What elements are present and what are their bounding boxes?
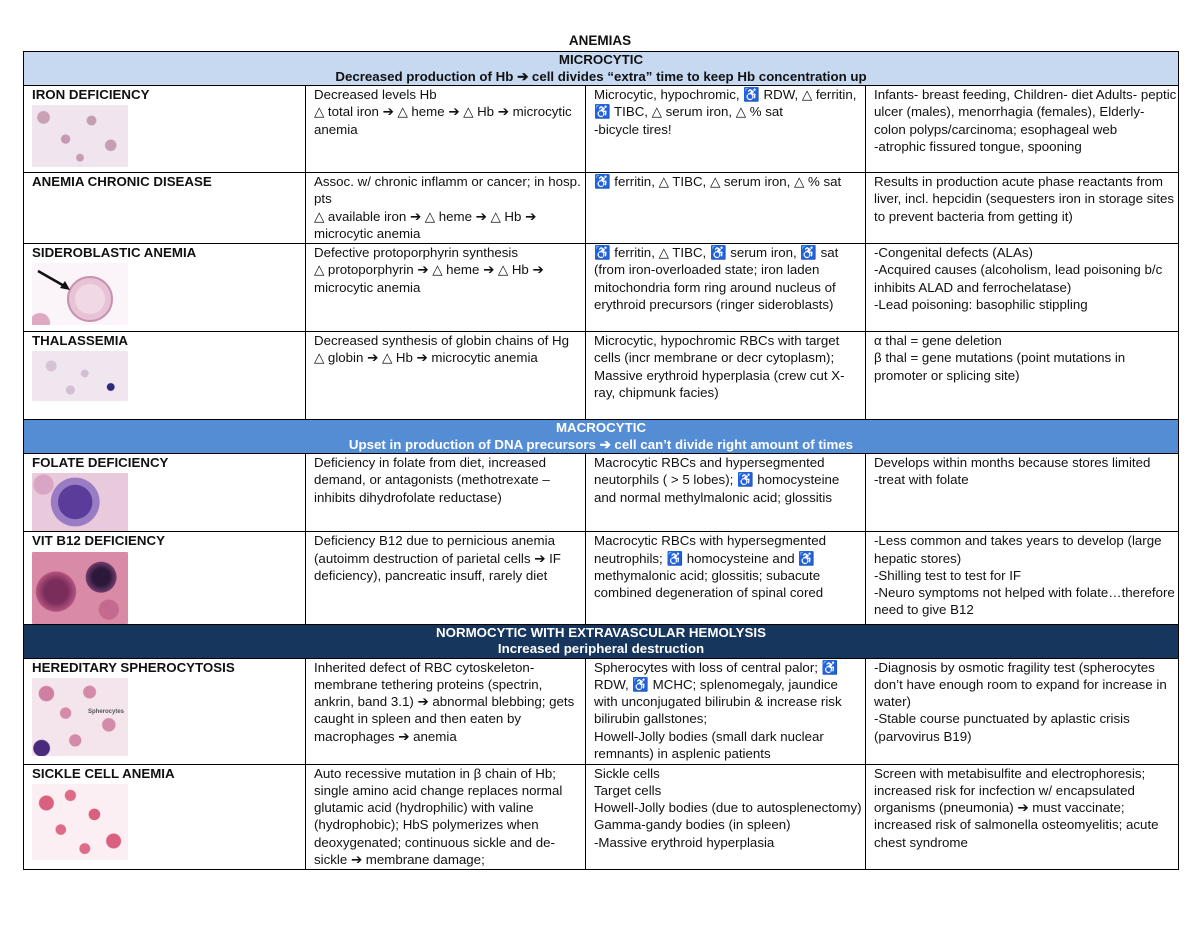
cell-text: △ protoporphyrin ➔ △ heme ➔ △ Hb ➔ microcytic anemia — [314, 262, 544, 295]
document-title: ANEMIAS — [568, 33, 632, 48]
row-name: ANEMIA CHRONIC DISEASE — [32, 174, 212, 189]
cell-text: -Stable course punctuated by aplastic crisis (parvovirus B19) — [874, 711, 1130, 744]
blood-smear-image — [32, 552, 128, 624]
table-row — [24, 764, 1179, 869]
cell-text: Gamma-gandy bodies (in spleen) — [594, 817, 791, 833]
cell-text: -Lead poisoning: basophilic stippling — [874, 296, 1088, 312]
cell-text: Howell-Jolly bodies (due to autosplenectomy) — [594, 800, 862, 816]
cell-text: Auto recessive mutation in β chain of Hb; single amino acid change replaces normal glutamic acid (hydrophilic) with valine (hydrophobic); HbS polymerizes when deoxygenated; continuous sickle and de-sickle ➔ membrane damage; — [314, 765, 563, 868]
cell-text: -Acquired causes (alcoholism, lead poisoning b/c inhibits ALAD and ferrochelatase) — [874, 262, 1163, 295]
cell-text: Screen with metabisulfite and electrophoresis; increased risk for incfection w/ encapsulated organisms (pneumonia) ➔ must vaccinate; increased risk of salmonella osteomyelitis; acute chest syndrome — [874, 765, 1159, 850]
cell-text: α thal = gene deletion — [874, 333, 1002, 348]
table-row — [24, 244, 1179, 332]
cell-text: β thal = gene mutations (point mutations in promoter or splicing site) — [874, 350, 1126, 383]
table-row — [24, 332, 1179, 420]
section-header-macrocytic — [24, 420, 1179, 454]
cell-text: Results in production acute phase reactants from liver, incl. hepcidin (sequesters iron in storage sites to prevent bacteria from getting it) — [874, 174, 1175, 224]
cell-text: Sickle cells — [594, 765, 660, 781]
section-title: MICROCYTIC — [558, 52, 644, 67]
cell-text: Spherocytes with loss of central palor; ♿ RDW, ♿ MCHC; splenomegaly, jaundice with unconjugated bilirubin & increase risk bilirubin gallstones; — [594, 659, 842, 727]
cell-text: Inherited defect of RBC cytoskeleton-membrane tethering proteins (spectrin, ankrin, band 3.1) ➔ abnormal blebbing; gets caught in spleen and then eaten by macrophages ➔ anemia — [314, 659, 575, 744]
cell-text: Macrocytic RBCs with hypersegmented neutrophils; ♿ homocysteine and ♿ methymalonic acid; glossitis; subacute combined degeneration of spinal cored — [594, 533, 827, 601]
cell-text: Decreased levels Hb — [314, 87, 437, 102]
section-subtitle: Decreased production of Hb ➔ cell divides “extra” time to keep Hb concentration up — [335, 68, 867, 84]
blood-smear-image — [32, 784, 128, 860]
section-subtitle: Increased peripheral destruction — [497, 641, 705, 657]
cell-text: ♿ ferritin, △ TIBC, △ serum iron, △ % sat — [594, 174, 842, 189]
row-name: SICKLE CELL ANEMIA — [32, 765, 175, 781]
cell-text: -bicycle tires! — [594, 121, 672, 137]
cell-text: Massive erythroid hyperplasia (crew cut X-ray, chipmunk facies) — [594, 367, 845, 400]
cell-text: -treat with folate — [874, 472, 969, 488]
section-title: MACROCYTIC — [555, 420, 647, 435]
cell-text: Defective protoporphyrin synthesis — [314, 245, 518, 260]
row-name: VIT B12 DEFICIENCY — [32, 533, 165, 549]
cell-text: Target cells — [594, 782, 662, 798]
cell-text: -Diagnosis by osmotic fragility test (spherocytes don’t have enough room to expand for increase in water) — [874, 659, 1167, 710]
row-name: SIDEROBLASTIC ANEMIA — [32, 245, 197, 260]
cell-text: △ total iron ➔ △ heme ➔ △ Hb ➔ microcytic anemia — [314, 104, 572, 137]
blood-smear-image — [32, 351, 128, 401]
cell-text: Assoc. w/ chronic inflamm or cancer; in hosp. pts — [314, 174, 581, 207]
table-row — [24, 658, 1179, 764]
row-name: THALASSEMIA — [32, 333, 129, 348]
cell-text: -Congenital defects (ALAs) — [874, 245, 1033, 260]
anemias-table — [23, 51, 1179, 870]
section-subtitle: Upset in production of DNA precursors ➔ cell can’t divide right amount of times — [348, 436, 854, 452]
cell-text: Howell-Jolly bodies (small dark nuclear remnants) in asplenic patients — [594, 728, 824, 762]
cell-text: Deficiency in folate from diet, increased demand, or antagonists (methotrexate – inhibits dihydrofolate reductase) — [314, 455, 550, 505]
cell-text: -Neuro symptoms not helped with folate…therefore need to give B12 — [874, 585, 1175, 618]
table-row — [24, 454, 1179, 532]
cell-text: Decreased synthesis of globin chains of Hg — [314, 333, 569, 348]
cell-text: △ available iron ➔ △ heme ➔ △ Hb ➔ microcytic anemia — [314, 208, 537, 241]
image-label: Spherocytes — [87, 708, 124, 715]
cell-text: -Shilling test to test for IF — [874, 567, 1022, 583]
cell-text: Deficiency B12 due to pernicious anemia (autoimm destruction of parietal cells ➔ IF deficiency), pancreatic insuff, rarely diet — [314, 533, 561, 583]
cell-text: Microcytic, hypochromic RBCs with target cells (incr membrane or decr cytoplasm); — [594, 333, 840, 366]
cell-text: Develops within months because stores limited — [874, 455, 1151, 470]
cell-text: ♿ ferritin, △ TIBC, ♿ serum iron, ♿ sat (from iron-overloaded state; iron laden mitochondria form ring around nucleus of erythroid precursors (ringer sideroblasts) — [594, 245, 839, 312]
cell-text: -Less common and takes years to develop (large hepatic stores) — [874, 533, 1162, 566]
cell-text: Macrocytic RBCs and hypersegmented neutorphils ( > 5 lobes); ♿ homocysteine and normal methylmalonic acid; glossitis — [594, 455, 840, 505]
cell-text: △ globin ➔ △ Hb ➔ microcytic anemia — [314, 350, 538, 366]
blood-smear-image — [32, 473, 128, 531]
section-title: NORMOCYTIC WITH EXTRAVASCULAR HEMOLYSIS — [436, 624, 766, 640]
table-row — [24, 86, 1179, 173]
cell-text: Microcytic, hypochromic, ♿ RDW, △ ferritin, ♿ TIBC, △ serum iron, △ % sat — [594, 87, 857, 120]
row-name: HEREDITARY SPHEROCYTOSIS — [32, 659, 235, 675]
section-header-normocytic — [24, 624, 1179, 658]
cell-text: Infants- breast feeding, Children- diet Adults- peptic ulcer (males), menorrhagia (females), Elderly- colon polyps/carcinoma; esophageal web — [874, 87, 1177, 137]
table-row — [24, 532, 1179, 624]
table-row — [24, 173, 1179, 244]
blood-smear-image — [32, 678, 128, 756]
section-header-microcytic — [24, 52, 1179, 86]
row-name: FOLATE DEFICIENCY — [32, 455, 169, 470]
blood-smear-image — [32, 263, 128, 325]
blood-smear-image — [32, 105, 128, 167]
cell-text: -Massive erythroid hyperplasia — [594, 834, 775, 850]
row-name: IRON DEFICIENCY — [32, 87, 150, 102]
cell-text: -atrophic fissured tongue, spooning — [874, 138, 1082, 154]
